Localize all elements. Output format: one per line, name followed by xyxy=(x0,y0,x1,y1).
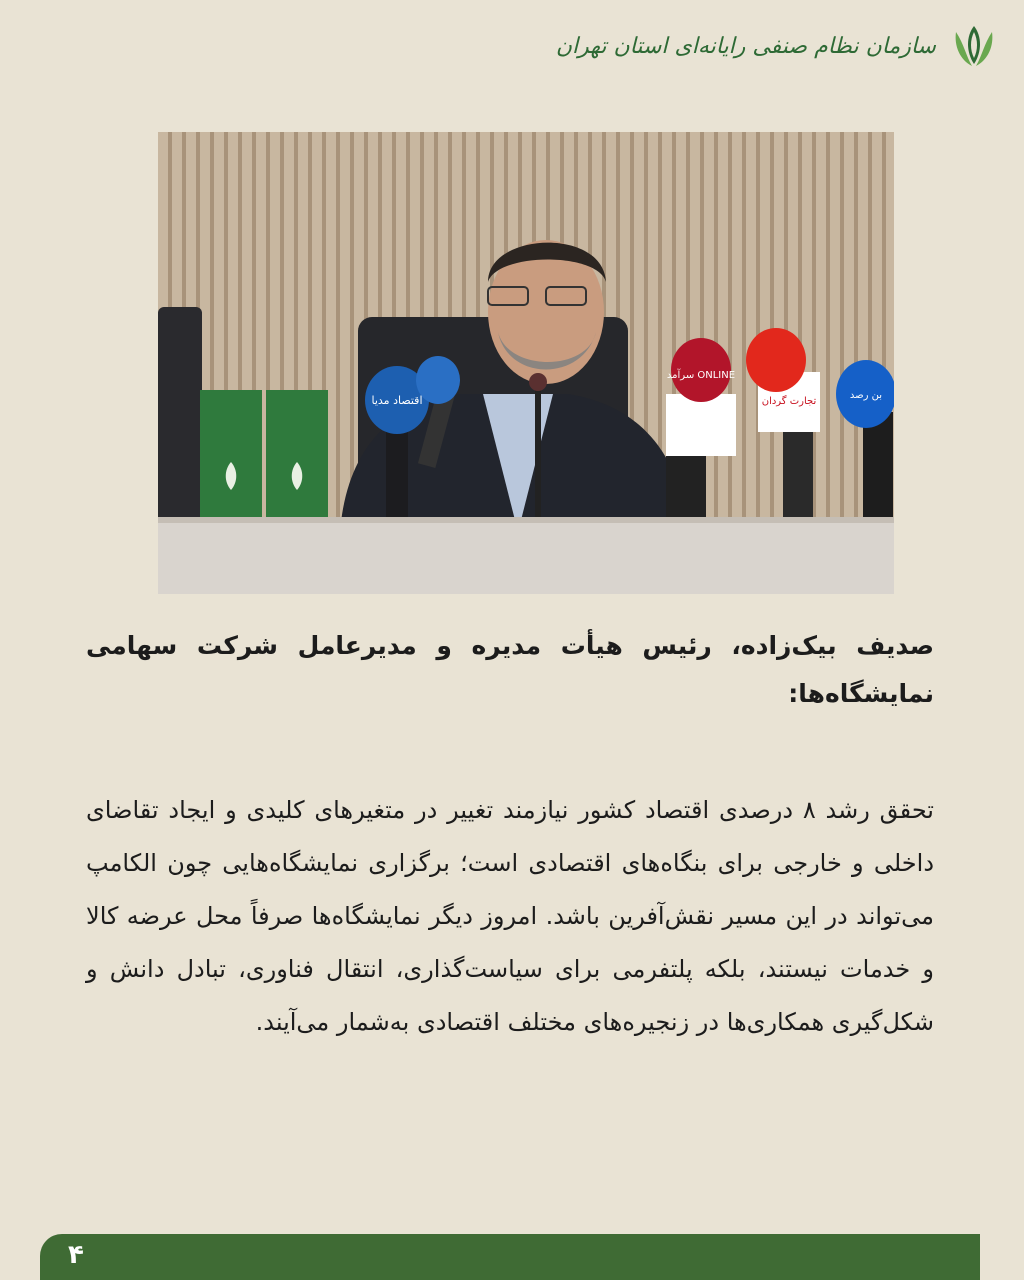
footer-bar xyxy=(40,1234,980,1280)
mic-label-4: بن رصد xyxy=(849,390,883,401)
quote-body: تحقق رشد ۸ درصدی اقتصاد کشور نیازمند تغییر در متغیرهای کلیدی و ایجاد تقاضای داخلی و خارجی برای بنگاه‌های اقتصادی است؛ برگزاری نمایشگاه‌هایی چون الکامپ می‌تواند در این مسیر نقش‌آفرین باشد. امروز دیگر نمایشگاه‌ها صرفاً محل عرضه کالا و خدمات نیستند، بلکه پلتفرمی برای سیاست‌گذاری، انتقال فناوری، تبادل دانش و شکل‌گیری همکاری‌ها در زنجیره‌های مختلف اقتصادی به‌شمار می‌آیند. xyxy=(86,796,934,1036)
chair-left xyxy=(158,307,202,537)
press-conference-photo xyxy=(158,132,894,594)
tulip-logo-icon xyxy=(946,18,1002,74)
mic-label-1: اقتصاد مدیا xyxy=(371,394,423,407)
table xyxy=(158,517,894,594)
photo-illustration xyxy=(158,132,894,594)
header-logo xyxy=(556,18,1002,74)
mic-label-3: تجارت گردان xyxy=(761,396,817,407)
org-name: سازمان نظام صنفی رایانه‌ای استان تهران xyxy=(555,33,936,59)
photo-caption: صدیف بیک‌زاده، رئیس هیأت مدیره و مدیرعامل شرکت سهامی نمایشگاه‌ها: xyxy=(86,631,934,708)
mic-label-2: سرآمد ONLINE xyxy=(666,370,736,381)
page-number: ۴ xyxy=(68,1240,84,1270)
